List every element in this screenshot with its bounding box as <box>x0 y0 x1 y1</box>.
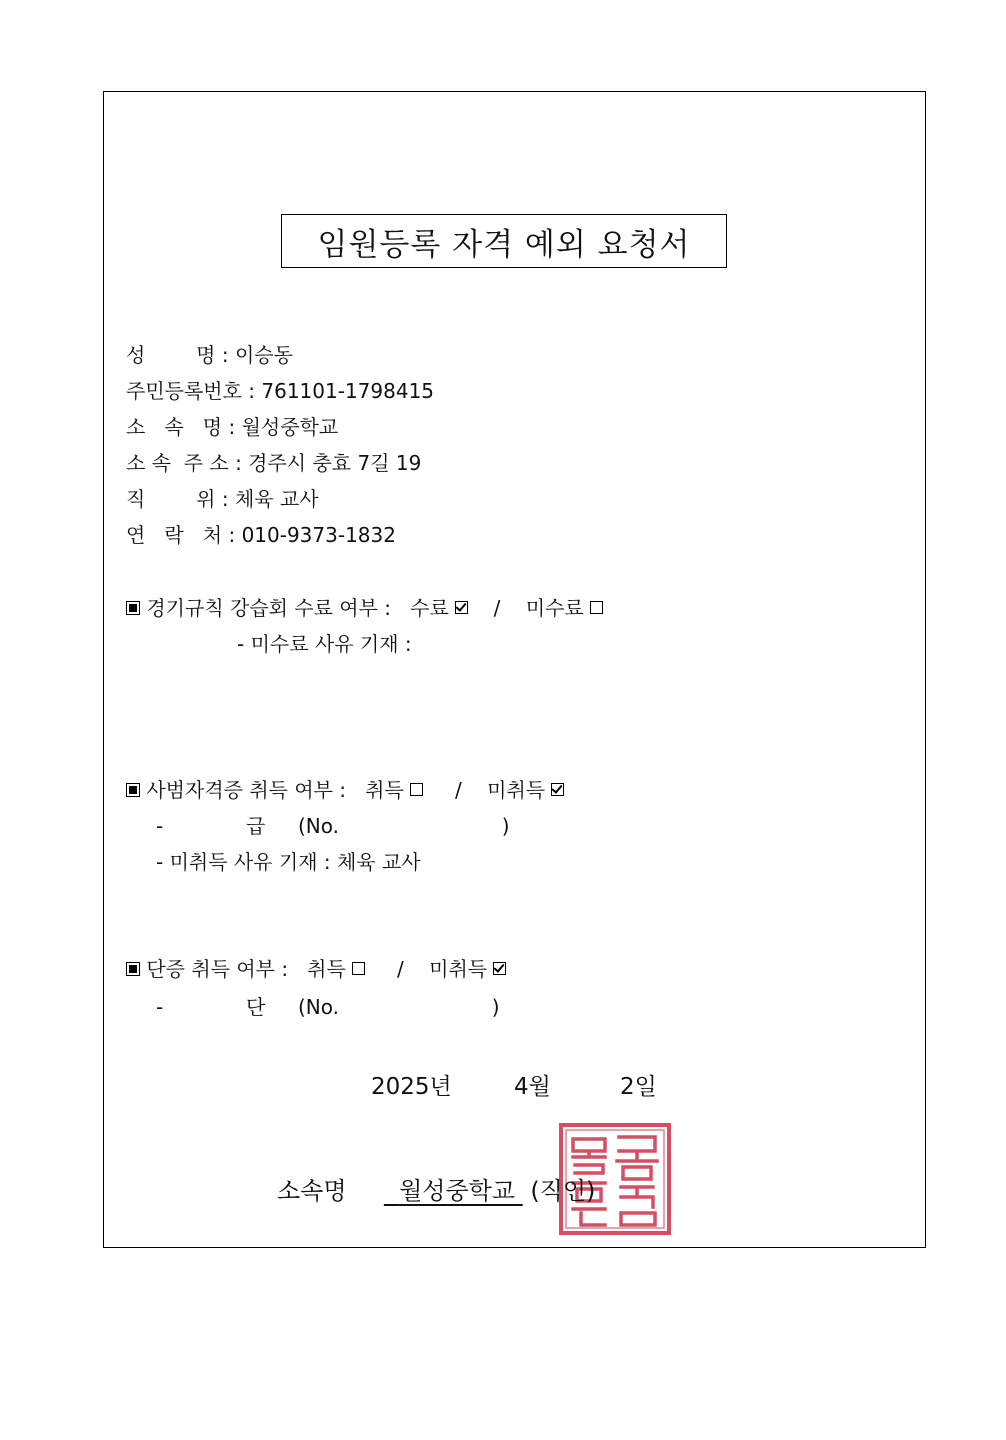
affiliation-row <box>126 415 338 439</box>
section3-opt2-label: 미취득 <box>429 957 488 981</box>
date-month: 4월 <box>514 1074 551 1100</box>
section2-reason-row <box>156 850 421 874</box>
section3-opt1-label: 취득 <box>307 957 346 981</box>
section1-opt1-checkbox[interactable] <box>455 601 468 614</box>
contact-row <box>126 523 396 547</box>
section3-question: 단증 취득 여부 : <box>146 957 289 981</box>
section2-reason-value: 체육 교사 <box>336 850 421 874</box>
section2-question: 사범자격증 취득 여부 : <box>146 778 347 802</box>
document-title: 임원등록 자격 예외 요청서 <box>281 214 727 268</box>
section2-grade-no-close: ) <box>501 814 510 838</box>
date-year: 2025년 <box>371 1074 452 1100</box>
name-label: 성 명 : <box>126 343 229 367</box>
position-value: 체육 교사 <box>234 487 319 511</box>
section3-separator: / <box>396 957 404 981</box>
section1-separator: / <box>493 596 501 620</box>
signature-row <box>277 1171 595 1206</box>
position-label: 직 위 : <box>126 487 229 511</box>
section3-dan-no-close: ) <box>491 995 500 1019</box>
section1-row <box>126 596 603 620</box>
section3-dan-label: 단 <box>245 995 266 1019</box>
address-row <box>126 451 421 475</box>
section-bullet-icon <box>126 601 140 615</box>
date-day: 2일 <box>620 1074 657 1100</box>
section1-opt2-label: 미수료 <box>525 596 584 620</box>
signature-org: 월성중학교 <box>399 1177 516 1205</box>
section3-dan-row <box>156 995 500 1019</box>
section2-opt1-checkbox[interactable] <box>410 783 423 796</box>
section2-grade-label: 급 <box>245 814 266 838</box>
section1-reason-row <box>237 632 412 656</box>
section3-row <box>126 957 506 981</box>
section2-opt2-checkbox[interactable] <box>551 783 564 796</box>
section2-reason-label: - 미취득 사유 기재 : <box>156 850 331 874</box>
section2-grade-row <box>156 814 510 838</box>
section3-opt1-checkbox[interactable] <box>352 962 365 975</box>
affiliation-value: 월성중학교 <box>241 415 339 439</box>
rrn-value: 761101-1798415 <box>261 379 435 403</box>
section1-reason-label: - 미수료 사유 기재 : <box>237 632 412 656</box>
section2-opt1-label: 취득 <box>365 778 404 802</box>
section3-dan-dash: - <box>156 995 164 1019</box>
section1-opt1-label: 수료 <box>410 596 449 620</box>
contact-value: 010-9373-1832 <box>241 523 396 547</box>
address-label: 소 속 주 소 : <box>126 451 242 475</box>
section-bullet-icon <box>126 783 140 797</box>
contact-label: 연 락 처 : <box>126 523 236 547</box>
section1-question: 경기규칙 강습회 수료 여부 : <box>146 596 392 620</box>
rrn-row <box>126 379 434 403</box>
section2-row <box>126 778 564 802</box>
section2-grade-no-open: (No. <box>297 814 339 838</box>
section3-opt2-checkbox[interactable] <box>493 962 506 975</box>
section2-separator: / <box>454 778 462 802</box>
position-row <box>126 487 319 511</box>
signature-label: 소속명 <box>277 1177 347 1205</box>
address-value: 경주시 충효 7길 19 <box>248 451 422 475</box>
affiliation-label: 소 속 명 : <box>126 415 236 439</box>
section1-opt2-checkbox[interactable] <box>590 601 603 614</box>
name-row <box>126 343 293 367</box>
name-value: 이승동 <box>234 343 293 367</box>
section2-opt2-label: 미취득 <box>487 778 546 802</box>
seal-placeholder-text: (직인) <box>530 1177 596 1205</box>
section2-grade-dash: - <box>156 814 164 838</box>
section-bullet-icon <box>126 962 140 976</box>
section3-dan-no-open: (No. <box>297 995 339 1019</box>
rrn-label: 주민등록번호 : <box>126 379 256 403</box>
